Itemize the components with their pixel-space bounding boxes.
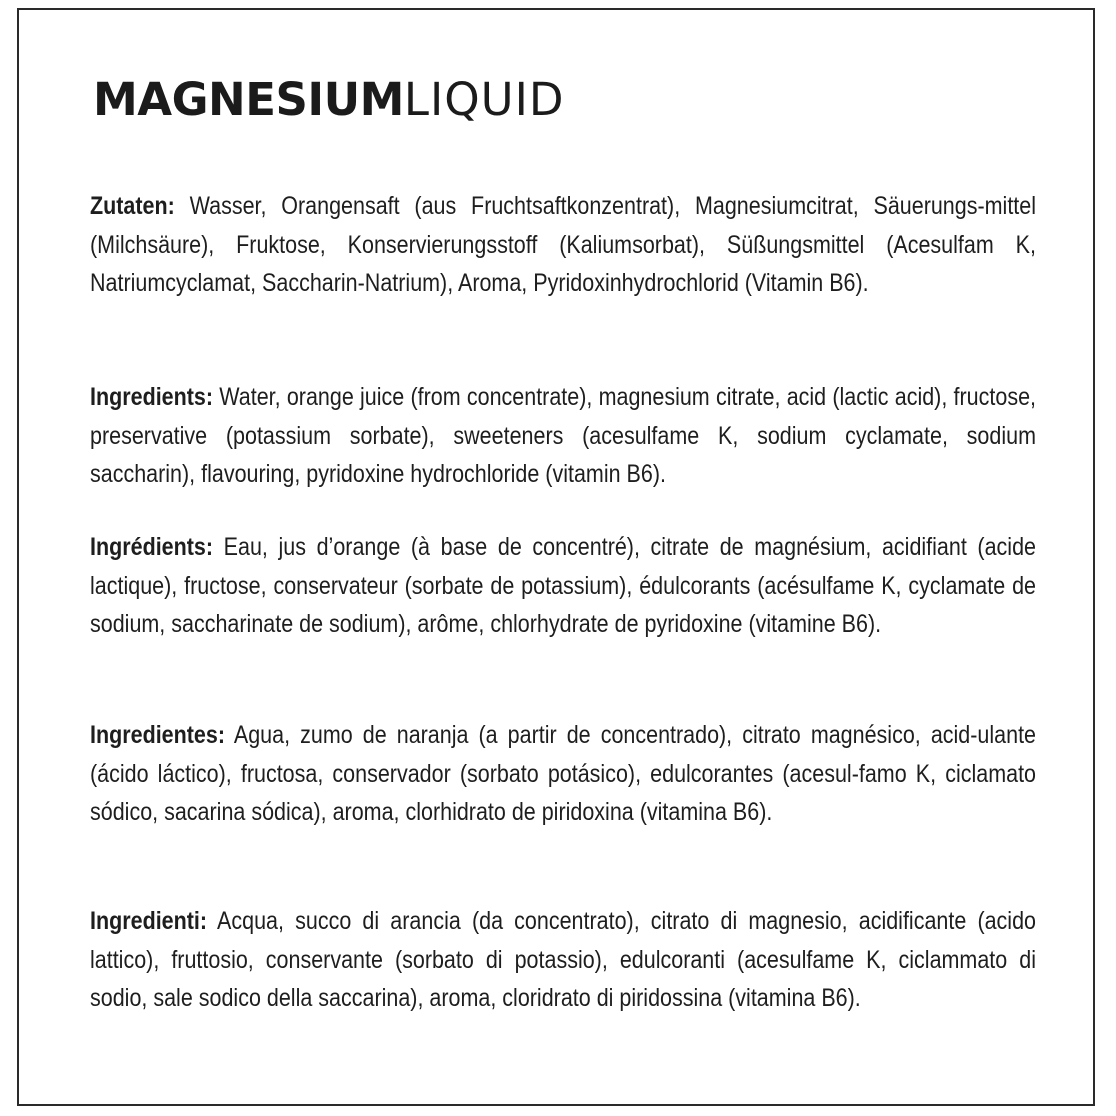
ingredients-en xyxy=(90,378,1036,494)
ingredients-label-fr: Ingrédients: xyxy=(90,533,214,561)
ingredients-label-en: Ingredients: xyxy=(90,383,214,411)
product-title xyxy=(93,73,565,127)
product-title-bold: MAGNESIUM xyxy=(93,73,404,126)
ingredients-de xyxy=(90,187,1036,303)
ingredients-text-fr: Eau, jus d’orange (à base de concentré), citrate de magnésium, acidifiant (acide lactique), fructose, conservateur (sorbate de potassium), édulcorants (acésulfame K, cyclamate de sodium, saccharinate de sodium), arôme, chlorhydrate de pyridoxine (vitamine B6). xyxy=(90,533,1036,638)
ingredients-fr xyxy=(90,528,1036,644)
product-title-light: LIQUID xyxy=(403,73,565,126)
ingredients-text-es: Agua, zumo de naranja (a partir de concentrado), citrato magnésico, acid-ulante (ácido láctico), fructosa, conservador (sorbato potásico), edulcorantes (acesul-famo K, ciclamato sódico, sacarina sódica), aroma, clorhidrato de piridoxina (vitamina B6). xyxy=(90,721,1037,826)
ingredients-label-it: Ingredienti: xyxy=(90,907,208,935)
ingredients-text-de: Wasser, Orangensaft (aus Fruchtsaftkonzentrat), Magnesiumcitrat, Säuerungs-mittel (Milchsäure), Fruktose, Konservierungsstoff (Kaliumsorbat), Süßungsmittel (Acesulfam K, Natriumcyclamat, Saccharin-Natrium), Aroma, Pyridoxinhydrochlorid (Vitamin B6). xyxy=(90,192,1037,297)
ingredients-es xyxy=(90,716,1036,832)
ingredients-label-es: Ingredientes: xyxy=(90,721,226,749)
ingredients-text-en: Water, orange juice (from concentrate), magnesium citrate, acid (lactic acid), fructose, preservative (potassium sorbate), sweeteners (acesulfame K, sodium cyclamate, sodium saccharin), flavouring, pyridoxine hydrochloride (vitamin B6). xyxy=(90,383,1036,488)
ingredients-label-de: Zutaten: xyxy=(90,192,175,220)
ingredients-it xyxy=(90,902,1036,1018)
ingredients-text-it: Acqua, succo di arancia (da concentrato), citrato di magnesio, acidificante (acido lattico), fruttosio, conservante (sorbato di potassio), edulcoranti (acesulfame K, ciclammato di sodio, sale sodico della saccarina), aroma, cloridrato di piridossina (vitamina B6). xyxy=(90,907,1037,1012)
